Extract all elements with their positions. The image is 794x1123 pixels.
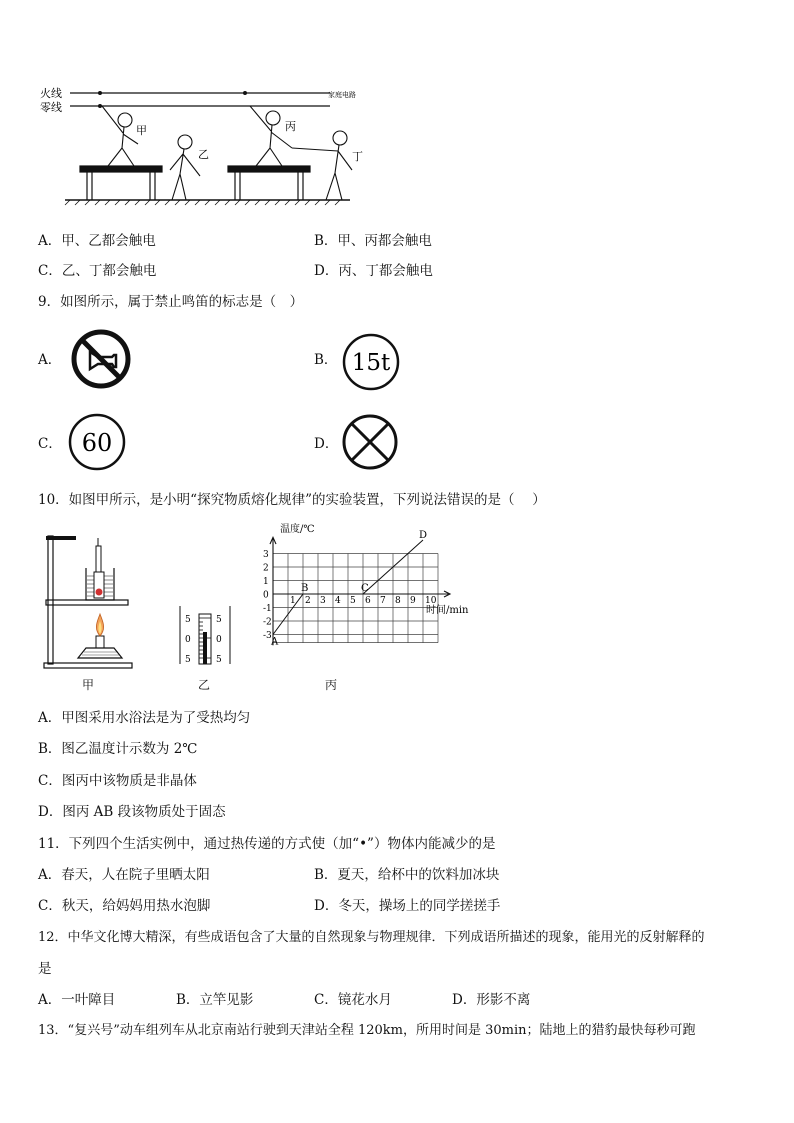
live-wire-label: 火线 (40, 87, 62, 100)
chart-point-label: C (361, 583, 369, 594)
right-table (228, 166, 310, 200)
thermometer-figure (170, 604, 240, 666)
chart-y-tick-label: 2 (263, 563, 269, 574)
q12-stem-line2: 是 (38, 961, 52, 977)
q10-option-a[interactable]: A．甲图采用水浴法是为了受热均匀 (38, 710, 251, 726)
person-jia (102, 106, 138, 166)
chart-y-tick-label: 1 (263, 577, 269, 587)
chart-x-tick-label: 9 (410, 596, 416, 606)
chart-y-tick-label: 3 (263, 550, 269, 560)
person-jia-label: 甲 (136, 124, 147, 137)
chart-y-axis-label: 温度/℃ (280, 524, 315, 535)
q12-option-c[interactable]: C．镜花水月 (314, 992, 392, 1008)
chart-x-tick-label: 4 (335, 596, 341, 606)
q8-option-a[interactable]: A．甲、乙都会触电 (38, 233, 156, 249)
thermo-right-5-top: 5 (216, 615, 222, 625)
chart-x-tick-label: 10 (425, 596, 437, 606)
q9-option-d-label[interactable]: D． (314, 436, 339, 452)
q9-option-c-label[interactable]: C． (38, 436, 62, 452)
no-horn-sign-icon[interactable] (70, 328, 132, 390)
thermo-right-5-bottom: 5 (216, 655, 222, 665)
q12-stem-line1: 12．中华文化博大精深，有些成语包含了大量的自然现象与物理规律．下列成语所描述的现象，能用光的反射解释的 (38, 930, 705, 945)
speed-limit-sign-icon[interactable] (67, 412, 127, 472)
household-label: 家庭电路 (328, 91, 356, 99)
melting-curve-chart (250, 520, 480, 650)
chart-x-axis-label: 时间/min (426, 605, 469, 616)
chart-y-tick-label: 0 (263, 590, 269, 601)
weight-limit-sign-icon[interactable] (341, 332, 401, 392)
chart-x-tick-label: 8 (395, 596, 401, 606)
chart-x-tick-label: 6 (365, 596, 371, 606)
thermo-left-0: 0 (185, 635, 191, 645)
q8-option-c[interactable]: C．乙、丁都会触电 (38, 263, 157, 279)
q11-option-c[interactable]: C．秋天，给妈妈用热水泡脚 (38, 898, 211, 914)
q9-option-a-label[interactable]: A． (38, 352, 62, 368)
q10-option-d[interactable]: D．图丙 AB 段该物质处于固态 (38, 804, 226, 820)
circuit-figure (30, 78, 370, 213)
weight-limit-text: 15t (351, 350, 391, 376)
q11-option-b[interactable]: B．夏天，给杯中的饮料加冰块 (314, 867, 500, 883)
q8-option-d[interactable]: D．丙、丁都会触电 (314, 263, 433, 279)
left-table (80, 166, 162, 200)
chart-x-tick-label: 5 (350, 596, 356, 606)
chart-y-tick-label: -1 (263, 604, 272, 614)
person-ding-label: 丁 (352, 150, 363, 163)
chart-x-tick-label: 7 (380, 596, 386, 606)
q10-stem: 10．如图甲所示，是小明“探究物质熔化规律”的实验装置，下列说法错误的是（ ） (38, 492, 546, 508)
thermo-right-0: 0 (216, 635, 222, 645)
melting-apparatus-figure (38, 528, 138, 673)
chart-x-tick-label: 3 (320, 596, 326, 606)
person-bing (250, 106, 292, 166)
chart-point-label: A (271, 636, 279, 648)
chart-y-tick-label: -3 (263, 631, 272, 641)
q11-stem: 11．下列四个生活实例中，通过热传递的方式使（加“•”）物体内能减少的是 (38, 836, 496, 852)
chart-y-tick-label: -2 (263, 617, 272, 628)
person-yi-label: 乙 (198, 148, 209, 161)
chart-x-tick-label: 1 (290, 596, 296, 606)
cross-sign-icon[interactable] (340, 412, 400, 472)
q11-option-a[interactable]: A．春天，人在院子里晒太阳 (38, 867, 210, 883)
person-yi (170, 135, 200, 200)
chart-point-label: D (419, 530, 428, 541)
chart-x-tick-label: 2 (305, 596, 311, 606)
q8-option-b[interactable]: B．甲、丙都会触电 (314, 233, 432, 249)
q12-option-b[interactable]: B．立竿见影 (176, 992, 254, 1008)
q12-option-d[interactable]: D．形影不离 (452, 992, 531, 1008)
q9-stem: 9．如图所示，属于禁止鸣笛的标志是（ ） (38, 294, 304, 310)
q10-option-c[interactable]: C．图丙中该物质是非晶体 (38, 773, 197, 789)
caption-bing: 丙 (325, 678, 338, 692)
caption-yi: 乙 (198, 678, 211, 692)
q13-stem: 13．“复兴号”动车组列车从北京南站行驶到天津站全程 120km，所用时间是 30min；陆地上的猎豹最快每秒可跑 (38, 1023, 696, 1038)
q9-option-b-label[interactable]: B． (314, 352, 338, 368)
speed-limit-text: 60 (81, 429, 113, 457)
chart-point-label: B (301, 583, 309, 594)
thermo-left-5-top: 5 (185, 615, 191, 625)
q11-option-d[interactable]: D．冬天，操场上的同学搓搓手 (314, 898, 501, 914)
neutral-wire-label: 零线 (40, 101, 62, 114)
q12-option-a[interactable]: A．一叶障目 (38, 992, 116, 1008)
person-bing-label: 丙 (285, 120, 296, 133)
thermo-left-5-bottom: 5 (185, 655, 191, 665)
q10-option-b[interactable]: B．图乙温度计示数为 2℃ (38, 741, 198, 757)
caption-jia: 甲 (82, 678, 95, 692)
